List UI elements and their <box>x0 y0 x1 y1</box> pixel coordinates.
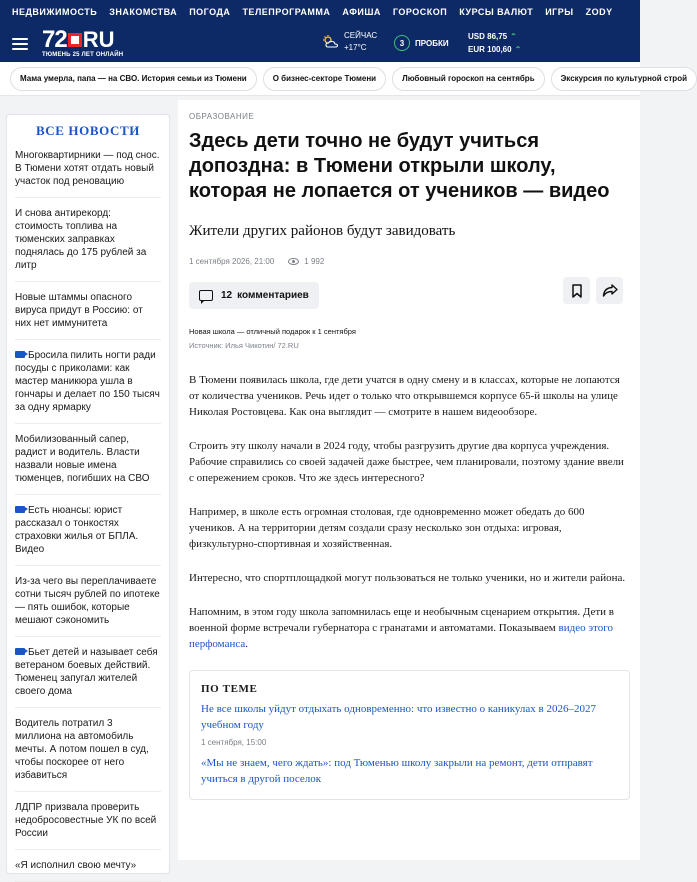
last-paragraph-text: Напомним, в этом году школа запомнилась еще и необычным сценарием открытия. Дети в военной форме встречали губернатора с гранатами и автоматами. Показываем <box>189 606 615 634</box>
video-camera-icon <box>15 351 25 358</box>
traffic-score: 3 <box>394 35 410 51</box>
article-date: 1 сентября 2026, 21:00 <box>189 257 275 266</box>
article-actions <box>189 282 630 309</box>
news-item[interactable] <box>15 349 161 424</box>
top-nav <box>0 0 640 24</box>
news-item[interactable] <box>15 291 161 340</box>
eur-rate: EUR 100,60 <box>468 45 512 54</box>
news-item-title: Новые штаммы опасного вируса придут в Россию: от них нет иммунитета <box>15 292 143 329</box>
news-item[interactable] <box>15 149 161 198</box>
all-news-sidebar <box>6 114 170 874</box>
article-paragraph: В Тюмени появилась школа, где дети учатся в одну смену и в классах, которые не лопаются от количества учеников. Речь идет о только что открывшемся корпусе 65-й школы на улице Николая Ростовцева. Как она выглядит — смотрите в нашем видеообзоре. <box>189 374 620 418</box>
comment-icon <box>199 290 213 301</box>
topnav-tv[interactable]: ТЕЛЕПРОГРАММА <box>242 7 331 17</box>
site-logo[interactable] <box>42 25 152 58</box>
news-item[interactable] <box>15 433 161 495</box>
video-camera-icon <box>15 506 25 513</box>
weather-temp: +17°C <box>344 43 367 52</box>
menu-icon[interactable] <box>12 38 28 50</box>
related-date: 1 сентября, 15:00 <box>201 738 267 747</box>
trending-chips <box>0 62 687 96</box>
share-button[interactable] <box>596 277 623 304</box>
article-paragraph: Например, в школе есть огромная столовая, где одновременно может обедать до 600 учеников. А на территории детям создали сразу несколько зон отдыха: игровая, физкультурно-спортивная и хозяйственная. <box>189 506 585 550</box>
article-subtitle: Жители других районов будут завидовать <box>189 223 456 239</box>
traffic-widget[interactable] <box>394 35 449 51</box>
article-paragraph <box>189 604 630 652</box>
article-paragraph: Интересно, что спортплощадкой могут пользоваться не только ученики, но и жители района. <box>189 572 626 584</box>
video-camera-icon <box>15 648 25 655</box>
arrow-up-icon: ⌃ <box>514 45 522 54</box>
news-item-title: ЛДПР призвала проверить недобросовестные УК по всей России <box>15 802 157 839</box>
topnav-realty[interactable]: НЕДВИЖИМОСТЬ <box>12 7 98 17</box>
last-paragraph-end: . <box>245 638 248 650</box>
article <box>178 100 640 860</box>
news-item-title: «Я исполнил свою мечту» <box>15 860 137 871</box>
news-item[interactable] <box>15 504 161 566</box>
comments-button[interactable] <box>189 282 319 309</box>
related-link[interactable]: «Мы не знаем, чего ждать»: под Тюменью школу закрыли на ремонт, дети отправят учиться в другой поселок <box>201 757 593 785</box>
topnav-dating[interactable]: ЗНАКОМСТВА <box>109 7 178 17</box>
chip-business[interactable]: О бизнес-секторе Тюмени <box>263 67 386 91</box>
logo-suffix: RU <box>82 26 115 52</box>
news-item-title: Водитель потратил 3 миллиона на автомобиль мечты. А потом пошел в суд, чтобы поскорее от него избавиться <box>15 718 149 781</box>
weather-widget[interactable] <box>322 30 377 54</box>
sidebar-title[interactable]: ВСЕ НОВОСТИ <box>36 123 140 138</box>
chip-family-story[interactable]: Мама умерла, папа — на СВО. История семьи из Тюмени <box>10 67 257 91</box>
topnav-currency[interactable]: КУРСЫ ВАЛЮТ <box>459 7 534 17</box>
news-item[interactable] <box>15 717 161 792</box>
news-item-title: Есть нюансы: юрист рассказал о тонкостях страховки жилья от БПЛА. Видео <box>15 505 139 555</box>
eye-icon <box>288 258 299 265</box>
news-item-title: Многоквартирники — под снос. В Тюмени хотят отдать новый участок под реновацию <box>15 150 160 187</box>
currency-widget[interactable] <box>468 30 521 56</box>
comments-label: комментариев <box>237 290 309 301</box>
news-item[interactable] <box>15 575 161 637</box>
article-rubric[interactable]: ОБРАЗОВАНИЕ <box>189 112 255 121</box>
article-meta <box>189 257 630 266</box>
logo-tagline: ТЮМЕНЬ 25 ЛЕТ ОНЛАЙН <box>42 51 124 58</box>
usd-rate: USD 86,75 <box>468 32 508 41</box>
news-item-title: И снова антирекорд: стоимость топлива на тюменских заправках поднялась до 175 рублей за литр <box>15 208 147 271</box>
traffic-label: ПРОБКИ <box>415 38 449 48</box>
news-item-title: Из-за чего вы переплачиваете сотни тысяч рублей по ипотеке — пять ошибок, которые мешают сэкономить <box>15 576 160 626</box>
article-views: 1 992 <box>304 257 325 266</box>
video-link[interactable]: видео этого перфоманса <box>189 622 613 650</box>
news-item-title: Бросила пилить ногти ради посуды с приколами: как мастер маникюра ушла в гончары и делает по 150 тысяч за одну ярмарку <box>15 350 160 413</box>
news-item[interactable] <box>15 646 161 708</box>
related-title: ПО ТЕМЕ <box>201 683 258 695</box>
arrow-up-icon: ⌃ <box>510 32 517 41</box>
photo-caption: Новая школа — отличный подарок к 1 сентября <box>189 327 356 336</box>
news-item[interactable] <box>15 859 161 882</box>
news-item[interactable] <box>15 207 161 282</box>
weather-label: СЕЙЧАС <box>344 31 378 40</box>
topnav-zody[interactable]: ZODY <box>585 7 613 17</box>
topnav-weather[interactable]: ПОГОДА <box>189 7 231 17</box>
photo-source: Источник: Илья Чикотин/ 72.RU <box>189 341 299 350</box>
topnav-afisha[interactable]: АФИША <box>342 7 381 17</box>
share-icon <box>602 284 618 297</box>
site-header <box>0 24 640 62</box>
logo-square-icon <box>68 33 82 47</box>
related-block <box>189 670 630 800</box>
topnav-horoscope[interactable]: ГОРОСКОП <box>392 7 448 17</box>
chip-horoscope[interactable]: Любовный гороскоп на сентябрь <box>392 67 545 91</box>
bookmark-icon <box>571 284 583 298</box>
bookmark-button[interactable] <box>563 277 590 304</box>
article-paragraph: Строить эту школу начали в 2024 году, чтобы разгрузить другие два корпуса учреждения. Рабочие справились со своей задачей даже быстрее, чем планировали, поэтому здание ввели с опережением сроков. Что же здесь интересного? <box>189 440 624 484</box>
news-item[interactable] <box>15 801 161 850</box>
article-title: Здесь дети точно не будут учиться допоздна: в Тюмени открыли школу, которая не лопается от учеников — видео <box>189 130 610 202</box>
news-item-title: Бьет детей и называет себя ветераном боевых действий. Тюменец запугал жителей своего дома <box>15 647 158 697</box>
partly-cloudy-icon <box>322 35 340 49</box>
related-link[interactable]: Не все школы уйдут отдыхать одновременно: что известно о каникулах в 2026–2027 учебном году <box>201 703 596 731</box>
chip-excursion[interactable]: Экскурсия по культурной строй <box>551 67 697 91</box>
news-item-title: Мобилизованный сапер, радист и водитель. Власти назвали новые имена тюменцев, погибших на СВО <box>15 434 150 484</box>
topnav-games[interactable]: ИГРЫ <box>545 7 574 17</box>
logo-number: 72 <box>42 25 67 53</box>
comments-count: 12 <box>221 290 233 301</box>
